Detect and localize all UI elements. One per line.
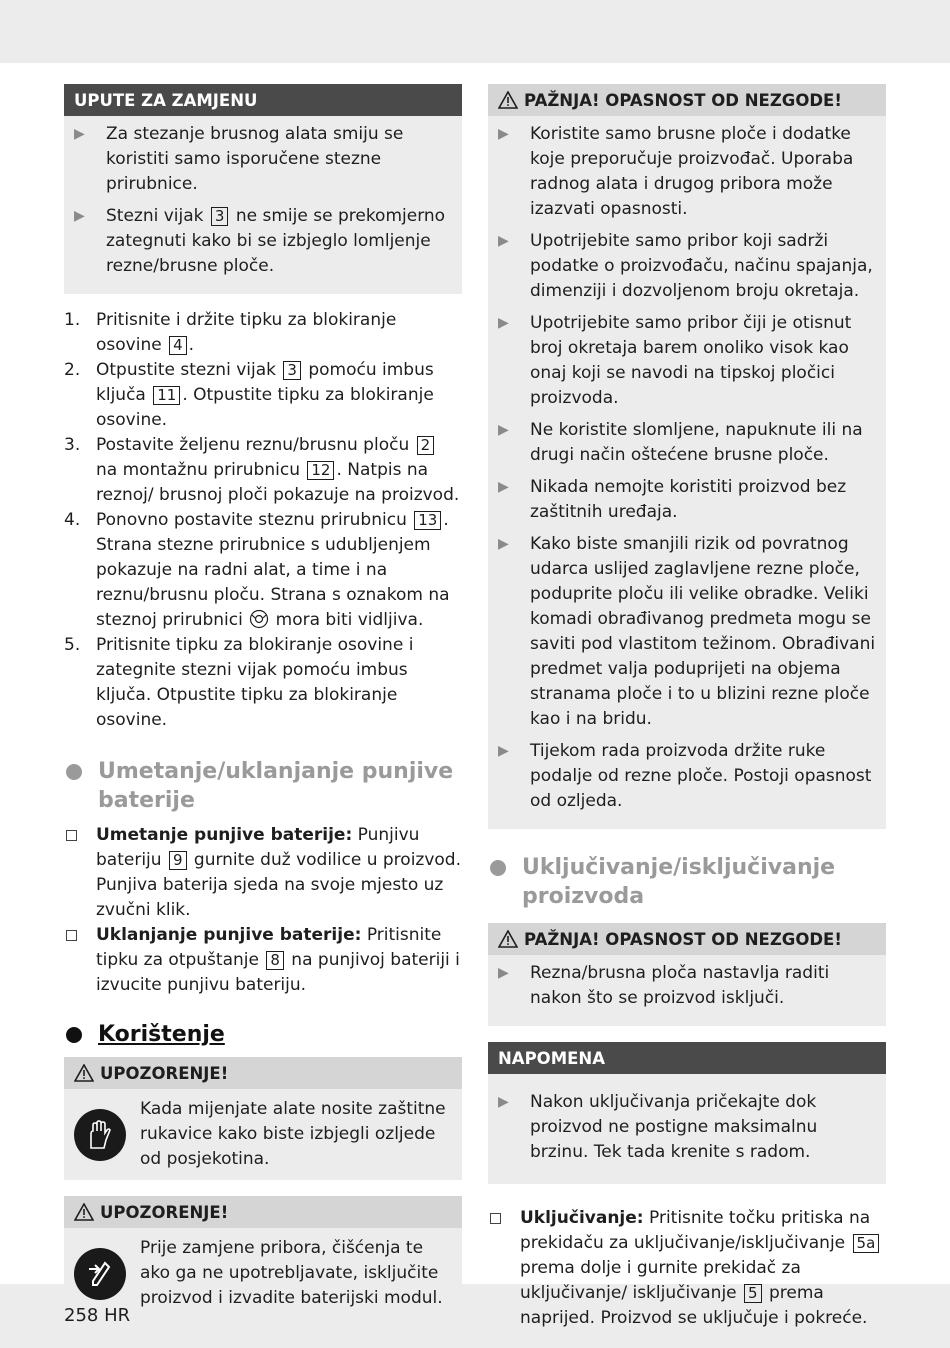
warning-triangle-icon (498, 930, 518, 948)
section-heading-usage (64, 1020, 462, 1049)
danger-title: PAŽNJA! OPASNOST OD NEZGODE! (524, 90, 842, 110)
step-text: Ponovno postavite steznu prirubnicu 13 . Strana stezne prirubnice s udubljenjem pokazuje na radni alat, a time i na reznu/brusnu ploču. Strana s oznakom na steznoj prirubnici mora biti vidljiva. (96, 510, 450, 630)
warning-text: Prije zamjene pribora, čišćenja te ako ga ne upotrebljavate, isključite proizvod i izvadite baterijski modul. (140, 1238, 443, 1308)
section-bullet-icon (66, 1027, 82, 1043)
note-title: NAPOMENA (488, 1042, 886, 1074)
right-column (488, 84, 886, 1331)
reference-number: 13 (414, 511, 441, 530)
step-text: Pritisnite i držite tipku za blokiranje osovine 4 . (96, 310, 397, 355)
left-column (64, 84, 462, 1333)
box-title: UPUTE ZA ZAMJENU (64, 84, 462, 116)
danger-header (488, 84, 886, 116)
arrow-bullet-icon: ▶ (74, 126, 85, 142)
bullet-item (498, 961, 876, 1011)
item-text: Ne koristite slomljene, napuknute ili na drugi način oštećene brusne ploče. (530, 420, 863, 465)
bullet-item (498, 475, 876, 525)
reference-number: 5a (853, 1234, 880, 1253)
section-heading-switch (488, 853, 886, 911)
reference-number: 5 (744, 1284, 762, 1303)
item-text: Koristite samo brusne ploče i dodatke koje preporučuje proizvođač. Uporaba radnog alata i drugog pribora može izazvati opasnosti. (530, 124, 854, 219)
step-text: Otpustite stezni vijak 3 pomoću imbus ključa 11 . Otpustite tipku za blokiranje osovine. (96, 360, 434, 430)
arrow-bullet-icon: ▶ (498, 315, 509, 331)
top-band (0, 0, 950, 63)
note-box (488, 1042, 886, 1184)
arrow-bullet-icon: ▶ (498, 126, 509, 142)
checkbox-square (490, 1213, 501, 1224)
bullet-item (74, 122, 452, 197)
battery-items (64, 823, 462, 998)
box-body (488, 955, 886, 1026)
item-text: Nakon uključivanja pričekajte dok proizvod ne postigne maksimalnu brzinu. Tek tada krenite s radom. (530, 1092, 818, 1162)
arrow-bullet-icon: ▶ (498, 1094, 509, 1110)
step-number: 5. (64, 635, 81, 655)
item-text: Uključivanje: Pritisnite točku pritiska na prekidaču za uključivanje/isključivanje 5a prema dolje i gurnite prekidač za uključivanje/ isključivanje 5 prema naprijed. Proizvod se uključuje i pokreće. (520, 1206, 886, 1331)
warning-title: UPOZORENJE! (100, 1202, 229, 1222)
steps-list (64, 308, 462, 733)
step-item (64, 308, 462, 358)
checkbox-icon (64, 923, 96, 998)
arrow-bullet-icon: ▶ (498, 743, 509, 759)
bullet-item (498, 122, 876, 222)
reference-number: 3 (211, 207, 229, 226)
warning-header (64, 1196, 462, 1228)
warning-box-gloves (64, 1057, 462, 1180)
box-body (488, 1074, 886, 1184)
reference-number: 2 (417, 436, 435, 455)
danger-box-switch (488, 923, 886, 1026)
step-item (64, 633, 462, 733)
warning-title: UPOZORENJE! (100, 1063, 229, 1083)
item-text: Za stezanje brusnog alata smiju se koristiti samo isporučene stezne prirubnice. (106, 124, 404, 194)
bullet-item (498, 532, 876, 732)
step-item (64, 358, 462, 433)
arrow-bullet-icon: ▶ (74, 208, 85, 224)
warning-box-battery (64, 1196, 462, 1319)
item-text: Kako biste smanjili rizik od povratnog udarca uslijed zaglavljene rezne ploče, poduprite ploču ili velike obradke. Veliki komadi obrađivanog predmeta mogu se saviti pod vlastitom težinom. Obrađivani predmet valja poduprijeti na objema stranama ploče i to u blizini rezne ploče kao i na bridu. (530, 534, 876, 729)
box-body (488, 116, 886, 829)
arrow-bullet-icon: ▶ (498, 479, 509, 495)
section-bullet-icon (66, 764, 82, 780)
warning-header (64, 1057, 462, 1089)
item-text: Nikada nemojte koristiti proizvod bez zaštitnih uređaja. (530, 477, 847, 522)
item-label: Umetanje punjive baterije: (96, 825, 353, 845)
page-number: 258 HR (64, 1305, 131, 1326)
item-text: Uklanjanje punjive baterije: Pritisnite tipku za otpuštanje 8 na punjivoj bateriji i izvucite punjivu bateriju. (96, 925, 460, 995)
reference-number: 3 (283, 361, 301, 380)
checkbox-icon (64, 823, 96, 923)
warning-triangle-icon (74, 1203, 94, 1221)
step-number: 1. (64, 310, 81, 330)
danger-box-accessories (488, 84, 886, 829)
battery-removal-icon (74, 1248, 126, 1300)
reference-number: 4 (169, 336, 187, 355)
arrow-bullet-icon: ▶ (498, 965, 509, 981)
bullet-item (498, 739, 876, 814)
warning-triangle-icon (74, 1064, 94, 1082)
checkbox-square (66, 830, 77, 841)
item-label: Uklanjanje punjive baterije: (96, 925, 362, 945)
section-heading-battery (64, 757, 462, 815)
switch-on-item (488, 1206, 886, 1331)
checkbox-item (488, 1206, 886, 1331)
arrow-bullet-icon: ▶ (498, 422, 509, 438)
section-title: Korištenje (98, 1022, 225, 1047)
arrow-bullet-icon: ▶ (498, 233, 509, 249)
step-item (64, 433, 462, 508)
item-label: Uključivanje: (520, 1208, 644, 1228)
box-body (64, 116, 462, 294)
step-number: 3. (64, 435, 81, 455)
gloves-icon (74, 1109, 126, 1161)
checkbox-icon (488, 1206, 520, 1331)
warning-triangle-icon (498, 91, 518, 109)
item-text: Stezni vijak 3 ne smije se prekomjerno zategnuti kako bi se izbjeglo lomljenje rezne/brusne ploče. (106, 206, 446, 276)
section-title: Uključivanje/isključivanje proizvoda (522, 855, 836, 909)
bullet-item (498, 1090, 876, 1165)
bullet-item (498, 229, 876, 304)
warning-text: Kada mijenjate alate nosite zaštitne rukavice kako biste izbjegli ozljede od posjekotina. (140, 1099, 446, 1169)
reference-number: 9 (169, 851, 187, 870)
bullet-item (74, 204, 452, 279)
section-title: Umetanje/uklanjanje punjive baterije (98, 759, 454, 813)
step-number: 4. (64, 510, 81, 530)
bullet-item (498, 418, 876, 468)
checkbox-item (64, 823, 462, 923)
reference-number: 12 (307, 461, 334, 480)
section-bullet-icon (490, 860, 506, 876)
item-text: Upotrijebite samo pribor koji sadrži podatke o proizvođaču, načinu spajanja, dimenziji i dozvoljenom broju okretaja. (530, 231, 873, 301)
item-text: Upotrijebite samo pribor čiji je otisnut broj okretaja barem onoliko visok kao onaj koji se navodi na tipskoj pločici proizvoda. (530, 313, 852, 408)
checkbox-item (64, 923, 462, 998)
reference-number: 8 (266, 951, 284, 970)
reference-number: 11 (153, 386, 180, 405)
arrow-bullet-icon: ▶ (498, 536, 509, 552)
item-text: Tijekom rada proizvoda držite ruke podalje od rezne ploče. Postoji opasnost od ozljeda. (530, 741, 872, 811)
danger-title: PAŽNJA! OPASNOST OD NEZGODE! (524, 929, 842, 949)
danger-header (488, 923, 886, 955)
step-text: Pritisnite tipku za blokiranje osovine i zategnite stezni vijak pomoću imbus ključa. Otpustite tipku za blokiranje osovine. (96, 635, 414, 730)
item-text: Umetanje punjive baterije: Punjivu bateriju 9 gurnite duž vodilice u proizvod. Punjiva baterija sjeda na svoje mjesto uz zvučni klik. (96, 825, 461, 920)
step-item (64, 508, 462, 633)
step-text: Postavite željenu reznu/brusnu ploču 2 na montažnu prirubnicu 12 . Natpis na reznoj/ brusnoj ploči pokazuje na proizvod. (96, 435, 460, 505)
flange-mark-icon (248, 609, 270, 629)
checkbox-square (66, 930, 77, 941)
item-text: Rezna/brusna ploča nastavlja raditi nakon što se proizvod isključi. (530, 963, 830, 1008)
step-number: 2. (64, 360, 81, 380)
replacement-instructions-box (64, 84, 462, 294)
bullet-item (498, 311, 876, 411)
